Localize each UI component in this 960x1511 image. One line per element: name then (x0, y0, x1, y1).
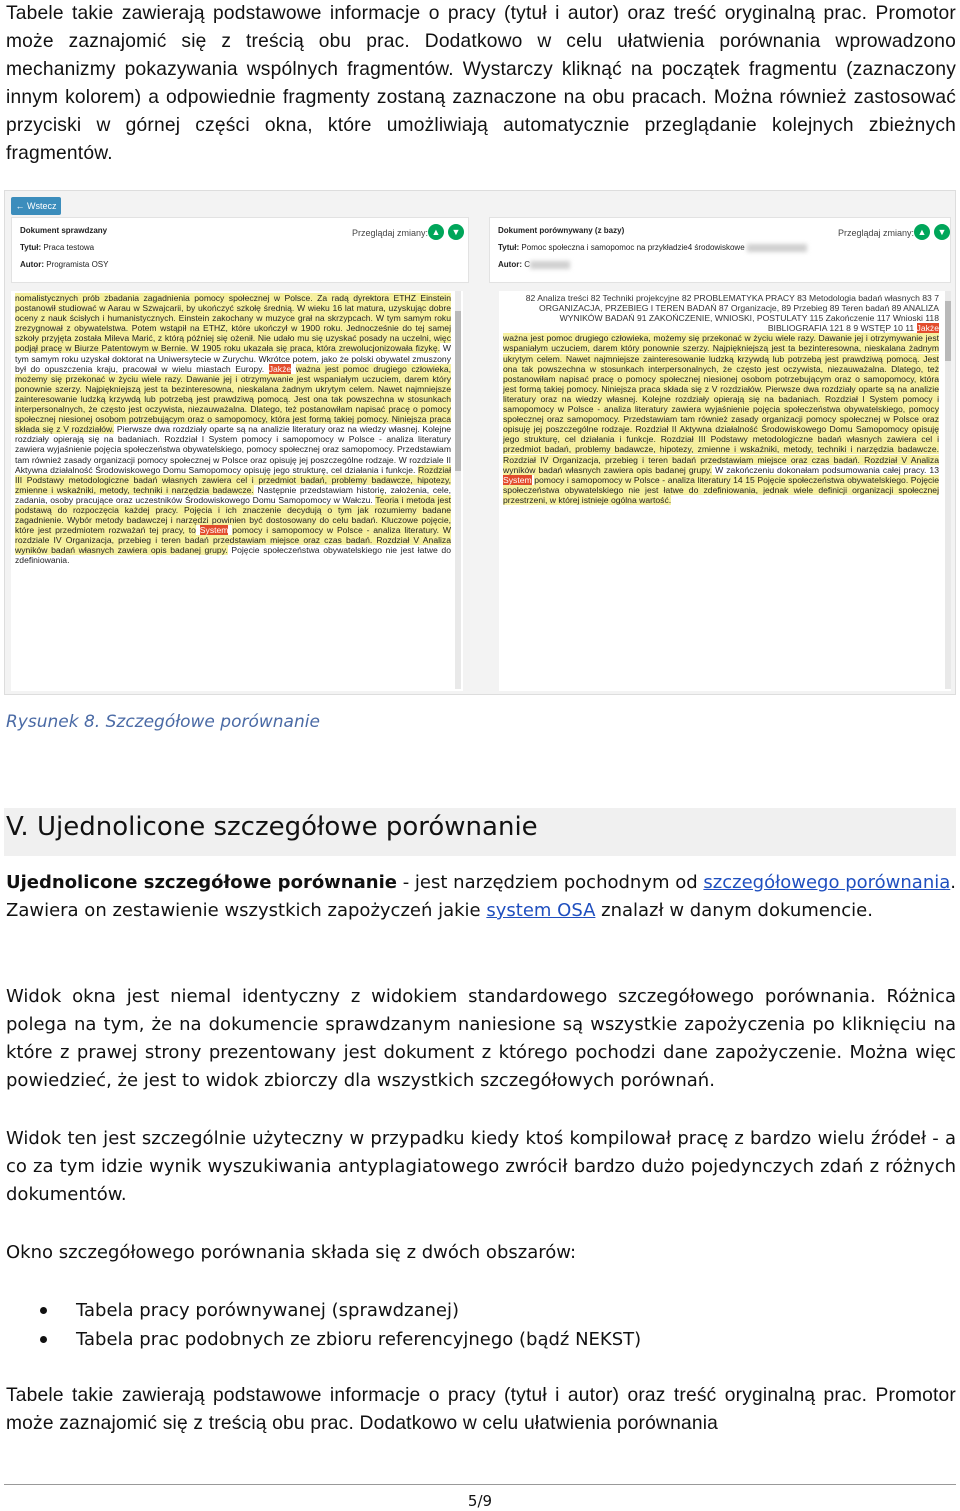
reference-document-text: 82 Analiza treści 82 Techniki projekcyjne 82 PROBLEMATYKA PRACY 83 Metodologia badań własnych 83 7 ORGANIZACJA, PRZEBIEG I TEREN BADAŃ 87 Organizacje, 89 Przebieg 89 Teren badań 89 ANALIZA WYNIKÓW BADAŃ 91 ZAKOŃCZENIE, WNIOSKI, POSTULATY 115 Zakończenie 117 Wnioski 118 BIBLIOGRAFIA 121 8 9 WSTĘP 10 11 Jakże ważna jest pomoc drugiego człowieka, możemy się przekonać w życiu wiele razy. Dawanie jej i otrzymywanie jest wspaniałym uczuciem, darem który ponownie szerzy. Najpiękniejszą jest ta bezinteresowna, nieskalana żadnym ukrytym celem. Nawet najmniejsze zainteresowanie ludzką krzywdą lub potrzebą jest prawdziwą pomocą. Jest ona tak powszechna w stosunkach interpersonalnych, że często jest oczywista, niezauważalna. Dlatego, też postanowiłam napisać pracę o pomocy społecznej niesionej osobom potrzebującym oraz o samopomocy, która jest formą takiej pomocy. Niniejsza praca składa się z V rozdziałów. Pierwsze dwa rozdziały oparte są na analizie literatury oraz na wiedzy własnej. Kolejne rozdziały opierają się na badaniach. Rozdział I System pomocy i samopomocy w Polsce - analiza literatury zawiera wyjaśnienie pojęcia społeczeństwa obywatelskiego, pomocy społecznej oraz samopomocy. Przedstawiam tam również zasady organizacji pomocy społecznej w Polsce oraz opisuję jej poszczególne rodzaje. Rozdział II Aktywna działalność Środowiskowego Domu Samopomocy opisuję jego strukturę, cel działania i funkcje. Rozdział III Podstawy metodologiczne badań własnych zawiera cel i przedmiot badań, problemy badawcze, hipotezy, zmienne i wskaźniki, metody, techniki i narzędzia badawcze. Rozdział IV Organizacja, przebieg i teren badań przedstawiam miejsce oraz czas badań. Rozdział V Analiza wyników badań własnych zawiera opis badanej grupy. W zakończeniu dokonałam podsumowania całej pracy. 13 System pomocy i samopomocy w Polsce - analiza literatury 14 15 Pojęcie społeczeństwa obywatelskiego. Pojęcie społeczeństwa obywatelskiego nie jest łatwe do zdefiniowania, jednak wiele definicji organizacji społecznej przestrzeni, w której istnieje ogólna wartość. (499, 291, 951, 691)
chevron-up-icon: ▲ (917, 227, 927, 237)
left-scrollbar-thumb[interactable] (455, 311, 461, 471)
list-item-text: Tabela prac podobnych ze zbioru referencyjnego (bądź NEKST) (76, 1329, 642, 1350)
reference-document-author-row: Autor: C (498, 260, 570, 269)
list-item-text: Tabela pracy porównywanej (sprawdzanej) (76, 1300, 460, 1321)
areas-list (40, 1296, 641, 1354)
detailed-comparison-link[interactable]: szczegółowego porównania (703, 872, 951, 893)
chevron-up-icon: ▲ (431, 227, 441, 237)
footer-divider (4, 1484, 956, 1485)
chevron-down-icon: ▼ (937, 227, 947, 237)
reference-document-panel (489, 217, 951, 283)
chevron-down-icon: ▼ (451, 227, 461, 237)
checked-document-panel (11, 217, 469, 283)
checked-document-title: Dokument sprawdzany (20, 226, 108, 235)
next-match-button-right[interactable] (934, 224, 950, 240)
back-button[interactable] (11, 197, 61, 215)
paragraph-areas-intro: Okno szczegółowego porównania składa się z dwóch obszarów: (6, 1242, 577, 1263)
intro-paragraph: Tabele takie zawierają podstawowe informacje o pracy (tytuł i autor) oraz treść oryginalną prac. Promotor może zaznajomić się z treścią obu prac. Dodatkowo w celu ułatwienia porównania wprowadzono mechanizmy pokazywania wspólnych fragmentów. Wystarczy kliknąć na początek fragmentu (zaznaczony innym kolorem) a odpowiednie fragmenty zostaną zaznaczone na obu pracach. Można również zastosować przyciski w górnej części okna, które umożliwiają automatycznie przeglądanie kolejnych zbieżnych fragmentów. (6, 3, 956, 164)
right-scrollbar[interactable] (945, 291, 951, 689)
bullet-icon (40, 1307, 47, 1314)
previous-match-button[interactable] (428, 224, 444, 240)
left-scrollbar[interactable] (455, 291, 461, 689)
figure-caption: Rysunek 8. Szczegółowe porównanie (6, 712, 320, 732)
p1-text-2: . Zawiera on zestawienie wszystkich zapożyczeń jakie (6, 872, 956, 921)
p1-text-1: - jest narzędziem pochodnym od (396, 872, 704, 893)
reference-document-title: Dokument porównywany (z bazy) (498, 226, 625, 235)
previous-match-button-right[interactable] (914, 224, 930, 240)
arrow-left-icon: ← (15, 201, 25, 211)
comparison-screenshot (4, 190, 956, 695)
paragraph-definition (6, 869, 956, 925)
checked-document-author-row: Autor: Programista OSY (20, 260, 109, 269)
checked-document-text: nomalistycznych prób zbadania zagadnienia pomocy społecznej w Polsce. Za radą dyrektora ETHZ Einstein postanowił studiować w Aarau w Szwajcarii, by ukończyć szkołę średnią. W wieku 16 lat matura, uzyskując dobre oceny z nauk ścisłych i humanistycznych. Einstein zakochany w muzyce grał na skrzypcach. W tym samym roku zrezygnował z obywatelstwa. Potem wstąpił na ETHZ, które ukończył w 1900 roku. Jednocześnie do tej samej szkoły przyjęta została Mileva Marić, z którą później się ożenił. Nie udało mu się uzyskać posady na uczelni, więc podjął pracę w Biurze Patentowym w Bernie. W 1905 roku ukazała się praca, która zrewolucjonizowała fizykę. W tym samym roku uzyskał doktorat na Uniwersytecie w Zurychu. Wkrótce potem, jako że polski obywatel zmuszony był do opuszczenia kraju, pracował w wielu miastach Europy. Jakże ważna jest pomoc drugiego człowieka, możemy się przekonać w życiu wiele razy. Dawanie jej i otrzymywanie jest wspaniałym uczuciem, darem który ponownie szerzy. Najpiękniejszą jest ta bezinteresowna, nieskalana żadnym ukrytym celem. Nawet najmniejsze zainteresowanie ludzką krzywdą lub potrzebą jest prawdziwą pomocą. Jest ona tak powszechna w stosunkach interpersonalnych, że często jest oczywista, niezauważalna. Dlatego, też postanowiłam napisać pracę o pomocy społecznej niesionej osobom potrzebującym oraz o samopomocy, która jest formą takiej pomocy. Niniejsza praca składa się z V rozdziałów. Pierwsze dwa rozdziały oparte są na analizie literatury oraz na wiedzy własnej. Kolejne rozdziały opierają się na badaniach. Rozdział I System pomocy i samopomocy w Polsce - analiza literatury zawiera wyjaśnienie pojęcia społeczeństwa obywatelskiego, pomocy społecznej oraz samopomocy. Przedstawiam tam również zasady organizacji pomocy społecznej w Polsce oraz opisuję jej poszczególne rodzaje. W rozdziale II Aktywna działalność Środowiskowego Domu Samopomocy opisuję jego strukturę, cel działania i funkcje. Rozdział III Podstawy metodologiczne badań własnych zawiera cel i przedmiot badań, problemy badawcze, hipotezy, zmienne i wskaźniki, metody, techniki i narzędzia badawcze. Następnie przedstawiam historię, założenia, cele, zadania, osoby pracujące oraz uczestników Środowiskowego Domu Samopomocy w Wałczu. Teoria i metoda jest podstawą do rozpoczęcia każdej pracy. Pojęcia i ich znaczenie decydują o tym jak rozumiemy badane zagadnienie. Wybór metody badawczej i narzędzi powinien być dostosowany do celu badań. Kluczowe pojęcie, które jest przedmiotem rozważań tej pracy, to System pomocy i samopomocy w Polsce - analiza literatury. W rozdziale IV Organizacja, przebieg i teren badań przedstawiam miejsce oraz czas badań. Rozdział V Analiza wyników badań własnych zawiera opis badanej grupy. Pojęcie społeczeństwa obywatelskiego nie jest łatwe do zdefiniowania. (11, 291, 463, 691)
bullet-icon (40, 1336, 47, 1343)
checked-document-title-row: Tytuł: Praca testowa (20, 243, 95, 252)
paragraph-view-description: Widok okna jest niemal identyczny z widokiem standardowego szczegółowego porównania. Różnica polega na tym, że na dokumencie sprawdzanym naniesione są wszystkie zapożyczenia po kliknięciu na które z prawej strony prezentowany jest dokument z którego pochodzi dane zapożyczenie. Można więc powiedzieć, że jest to widok zbiorczy dla wszystkich szczegółowych porównań. (6, 986, 956, 1091)
back-button-label: Wstecz (27, 201, 57, 211)
paragraph-tables-repeat: Tabele takie zawierają podstawowe informacje o pracy (tytuł i autor) oraz treść oryginalną prac. Promotor może zaznajomić się z treścią obu prac. Dodatkowo w celu ułatwienia porównania (6, 1385, 956, 1434)
next-match-button[interactable] (448, 224, 464, 240)
bold-term: Ujednolicone szczegółowe porównanie (6, 872, 397, 893)
list-item (40, 1296, 641, 1325)
paragraph-usefulness: Widok ten jest szczególnie użyteczny w przypadku kiedy ktoś kompilował pracę z bardzo wielu źródeł - a co za tym idzie wynik wyszukiwania antyplagiatowego zwrócił bardzo dużo pojedynczych zdań z różnych dokumentów. (6, 1128, 956, 1205)
page-number: 5/9 (467, 1492, 493, 1510)
section-heading: V. Ujednolicone szczegółowe porównanie (6, 812, 538, 842)
nav-label-left: Przeglądaj zmiany: (352, 228, 429, 238)
nav-label-right: Przeglądaj zmiany: (838, 228, 915, 238)
p1-text-3: znalazł w danym dokumencie. (595, 900, 873, 921)
right-scrollbar-thumb[interactable] (945, 301, 951, 361)
system-osa-link[interactable]: system OSA (486, 900, 596, 921)
reference-document-title-row: Tytuł: Pomoc społeczna i samopomoc na przykładzie4 środowiskowe (498, 243, 807, 252)
list-item (40, 1325, 641, 1354)
